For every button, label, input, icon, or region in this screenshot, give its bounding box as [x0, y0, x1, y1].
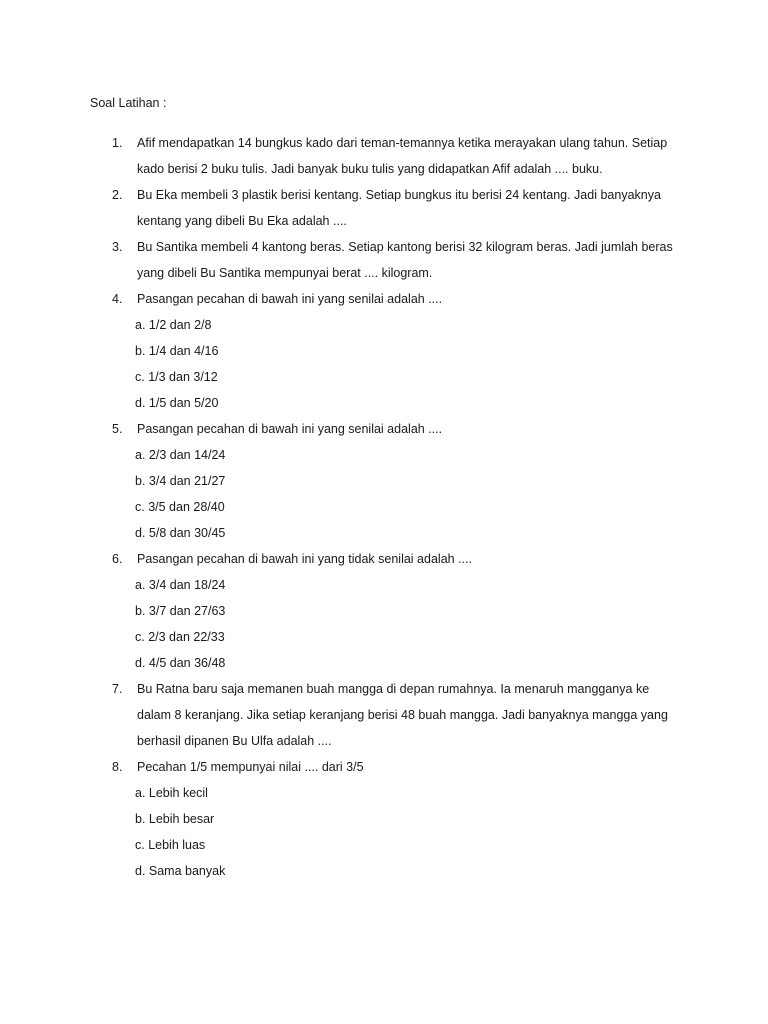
answer-option: b. 1/4 dan 4/16: [135, 344, 219, 358]
answer-option: d. Sama banyak: [135, 864, 226, 878]
question-text-line: kentang yang dibeli Bu Eka adalah ....: [137, 214, 347, 228]
page-heading: Soal Latihan :: [90, 96, 167, 110]
question-item: [0, 754, 768, 884]
answer-option: a. Lebih kecil: [135, 786, 208, 800]
question-item: [0, 676, 768, 754]
question-number: 4.: [112, 292, 123, 306]
question-number: 1.: [112, 136, 123, 150]
answer-option: d. 1/5 dan 5/20: [135, 396, 219, 410]
question-number: 3.: [112, 240, 123, 254]
question-text-line: berhasil dipanen Bu Ulfa adalah ....: [137, 734, 332, 748]
question-text-line: dalam 8 keranjang. Jika setiap keranjang berisi 48 buah mangga. Jadi banyaknya mangga yang: [137, 708, 668, 722]
question-item: [0, 546, 768, 676]
question-item: [0, 286, 768, 416]
question-text-line: Pasangan pecahan di bawah ini yang senilai adalah ....: [137, 292, 443, 306]
answer-option: c. 3/5 dan 28/40: [135, 500, 225, 514]
question-text-line: yang dibeli Bu Santika mempunyai berat .... kilogram.: [137, 266, 433, 280]
question-text-line: Pecahan 1/5 mempunyai nilai .... dari 3/5: [137, 760, 364, 774]
question-number: 8.: [112, 760, 123, 774]
answer-option: c. 2/3 dan 22/33: [135, 630, 225, 644]
question-text-line: Bu Eka membeli 3 plastik berisi kentang. Setiap bungkus itu berisi 24 kentang. Jadi banyaknya: [137, 188, 661, 202]
question-number: 6.: [112, 552, 123, 566]
answer-option: a. 2/3 dan 14/24: [135, 448, 226, 462]
answer-option: b. 3/7 dan 27/63: [135, 604, 226, 618]
question-text-line: Afif mendapatkan 14 bungkus kado dari teman-temannya ketika merayakan ulang tahun. Setiap: [137, 136, 668, 150]
answer-option: a. 1/2 dan 2/8: [135, 318, 212, 332]
question-number: 5.: [112, 422, 123, 436]
answer-option: b. Lebih besar: [135, 812, 215, 826]
question-text-line: Bu Santika membeli 4 kantong beras. Setiap kantong berisi 32 kilogram beras. Jadi jumlah beras: [137, 240, 673, 254]
question-number: 2.: [112, 188, 123, 202]
question-text-line: Bu Ratna baru saja memanen buah mangga di depan rumahnya. Ia menaruh mangganya ke: [137, 682, 650, 696]
question-item: [0, 234, 768, 286]
answer-option: d. 5/8 dan 30/45: [135, 526, 226, 540]
question-list: [0, 130, 768, 884]
question-text-line: Pasangan pecahan di bawah ini yang tidak senilai adalah ....: [137, 552, 472, 566]
question-item: [0, 416, 768, 546]
answer-option: d. 4/5 dan 36/48: [135, 656, 226, 670]
answer-option: c. 1/3 dan 3/12: [135, 370, 218, 384]
answer-option: a. 3/4 dan 18/24: [135, 578, 226, 592]
answer-option: b. 3/4 dan 21/27: [135, 474, 226, 488]
question-item: [0, 130, 768, 182]
question-text-line: kado berisi 2 buku tulis. Jadi banyak buku tulis yang didapatkan Afif adalah .... buku.: [137, 162, 603, 176]
question-item: [0, 182, 768, 234]
question-number: 7.: [112, 682, 123, 696]
question-text-line: Pasangan pecahan di bawah ini yang senilai adalah ....: [137, 422, 443, 436]
answer-option: c. Lebih luas: [135, 838, 206, 852]
